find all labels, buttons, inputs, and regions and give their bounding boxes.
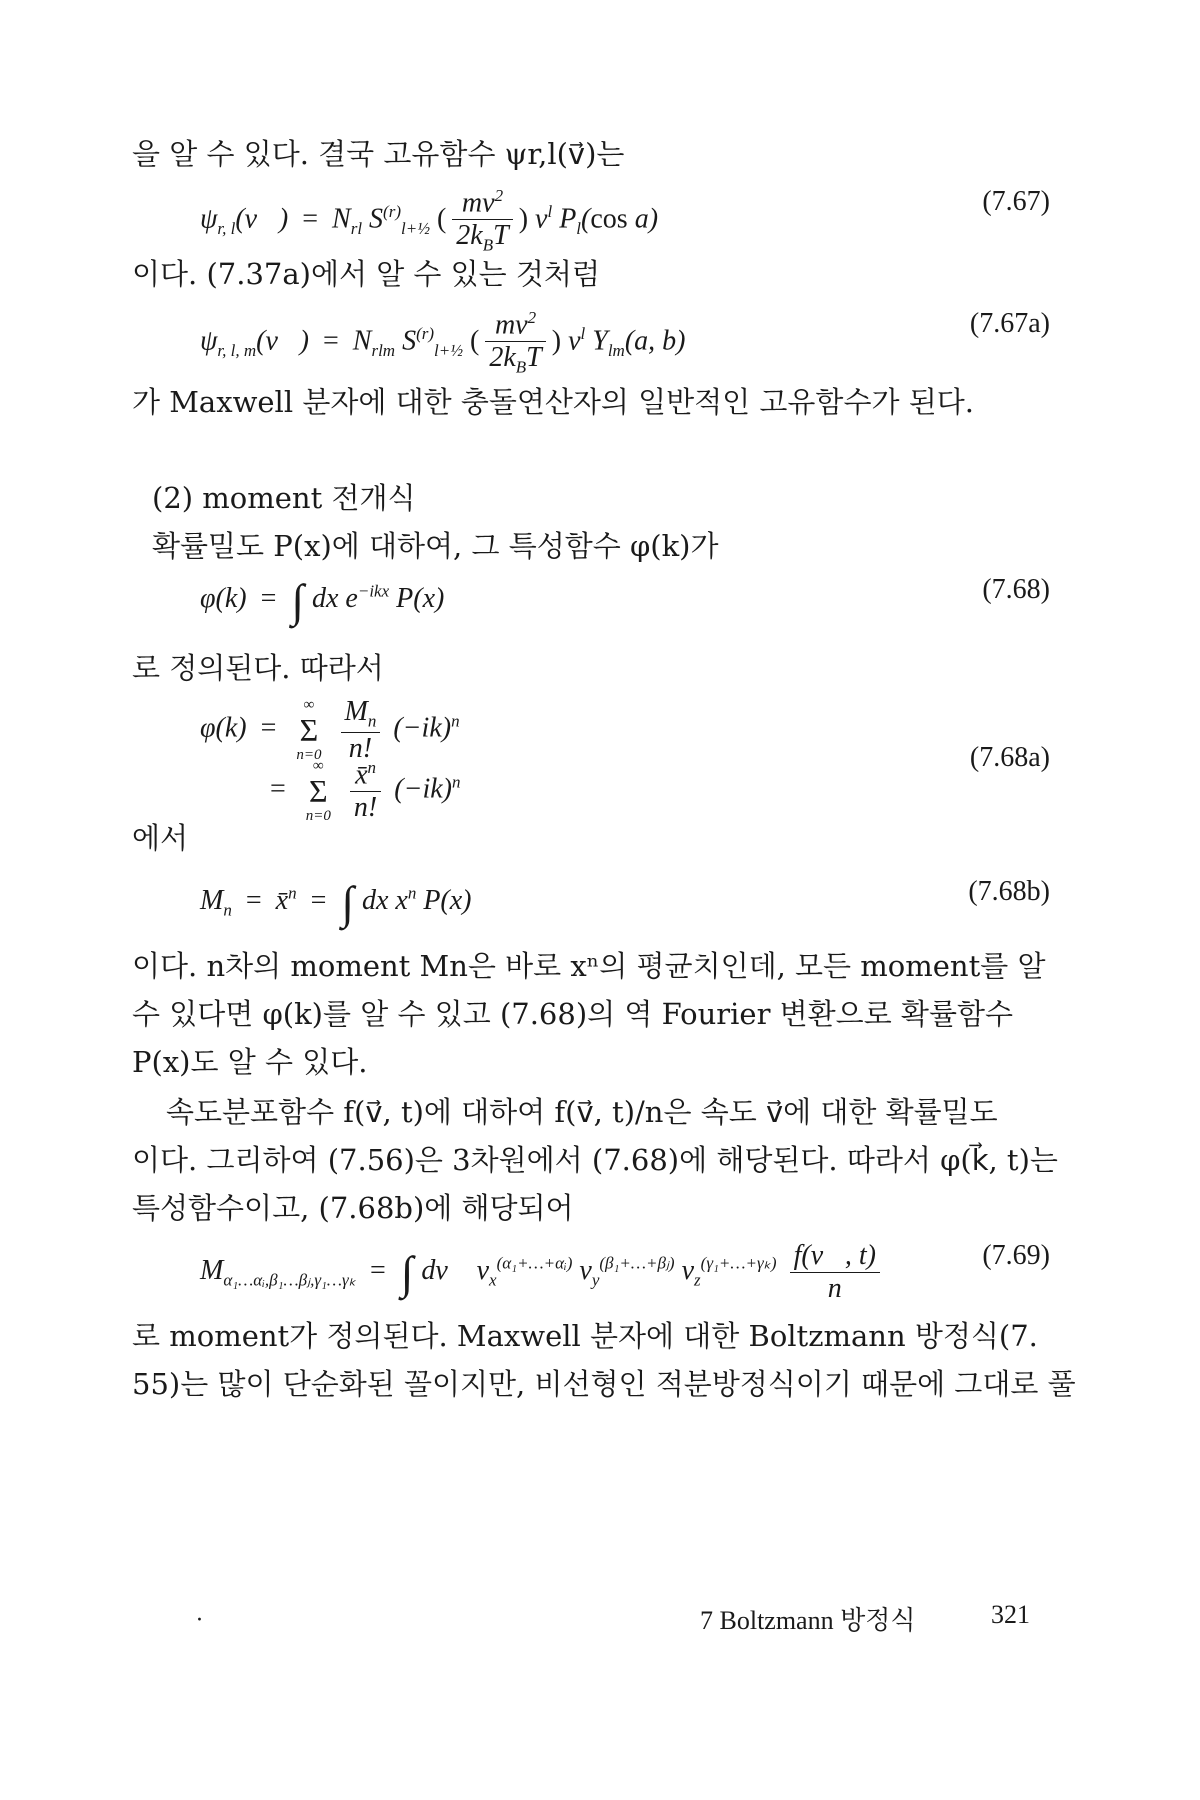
equation-expression: $M_n$ = x̄$^n$ = ∫ dx $x^n$ P(x) xyxy=(200,877,472,928)
text-line: 이다. (7.37a)에서 알 수 있는 것처럼 xyxy=(132,257,600,291)
equation-7-69 xyxy=(200,1240,1050,1304)
text-line: 에서 xyxy=(132,821,189,855)
equation-7-68a xyxy=(200,696,1050,826)
text-line: 을 알 수 있다. 결국 고유함수 ψr,l(v⃗)는 xyxy=(132,137,625,171)
equation-number: (7.67) xyxy=(982,186,1050,217)
text-line: 가 Maxwell 분자에 대한 충돌연산자의 일반적인 고유함수가 된다. xyxy=(132,385,974,419)
equation-7-67a xyxy=(200,308,1050,377)
equation-expression: $M_{\alpha_1\dots\alpha ᵢ,\beta_1\dots\beta ⱼ,\gamma_1\dots\gamma_k}$ = ∫ dv⃗ $v_x^{(\alpha_1+\dots+\alpha ᵢ)}$ $v_y^{(\beta_1+\dots+\beta ⱼ)}$ $v_z^{(\gamma_1+\dots+\gamma_k)}$ $\frac{f(v⃗, t)}{n}$ xyxy=(200,1240,886,1305)
equation-expression: $\psi_{r, l, m}(v⃗) = N_{rlm}$ $S^{(r)}_{l+\frac{1}{2}}$ ( $\frac{mv^2}{2k_BT}$ ) $v^l$ $Y_{lm}(a$, b) xyxy=(200,308,686,377)
equation-number: (7.68) xyxy=(982,574,1050,605)
equation-expression: $\psi_{r, l}(v⃗) = N_{rl}$ $S^{(r)}_{l+\frac{1}{2}}$ ( $\frac{mv^2}{2k_BT}$ ) $v^l$ $P_l(\cos$ a) xyxy=(200,186,659,255)
text-line: 속도분포함수 f(v⃗, t)에 대하여 f(v⃗, t)/n은 속도 v⃗에 대한 확률밀도 xyxy=(166,1095,998,1129)
equation-number: (7.67a) xyxy=(969,308,1050,339)
page-mark: · xyxy=(196,1608,203,1633)
text-line: 특성함수이고, (7.68b)에 해당되어 xyxy=(132,1191,574,1225)
text-line: 55)는 많이 단순화된 꼴이지만, 비선형인 적분방정식이기 때문에 그대로 풀 xyxy=(132,1367,1076,1401)
text-line: 수 있다면 φ(k)를 알 수 있고 (7.68)의 역 Fourier 변환으로 확률함수 xyxy=(132,997,1013,1031)
equation-7-68 xyxy=(200,574,1050,634)
equation-expression: φ(k) = ∫ dx $e^{-ikx}$ P(x) xyxy=(200,575,445,626)
section-heading: (2) moment 전개식 xyxy=(152,481,416,515)
equation-number: (7.69) xyxy=(982,1240,1050,1271)
text-line: 확률밀도 P(x)에 대하여, 그 특성함수 φ(k)가 xyxy=(152,529,719,563)
equation-7-67 xyxy=(200,186,1050,255)
equation-number: (7.68b) xyxy=(968,876,1050,907)
equation-expression: φ(k) = ∞ Σ n=0 $\frac{M_n}{n!}$ $(-ik)^n$ = ∞ Σ n=0 $\frac{x̄^n}{n!}$ $(-ik)^n$ xyxy=(200,696,461,825)
page-number: 321 xyxy=(991,1600,1030,1629)
text-line: P(x)도 알 수 있다. xyxy=(132,1045,368,1079)
text-line: 로 정의된다. 따라서 xyxy=(132,651,384,685)
text-line: 이다. n차의 moment Mn은 바로 xⁿ의 평균치인데, 모든 moment를 알 xyxy=(132,949,1046,983)
page-footer xyxy=(700,1600,1050,1637)
equation-number: (7.68a) xyxy=(969,742,1050,773)
text-line: 이다. 그리하여 (7.56)은 3차원에서 (7.68)에 해당된다. 따라서 φ(k⃗, t)는 xyxy=(132,1143,1058,1177)
equation-7-68b xyxy=(200,876,1050,936)
running-title: 7 Boltzmann 방정식 xyxy=(700,1606,916,1635)
text-line: 로 moment가 정의된다. Maxwell 분자에 대한 Boltzmann 방정식(7. xyxy=(132,1319,1038,1353)
